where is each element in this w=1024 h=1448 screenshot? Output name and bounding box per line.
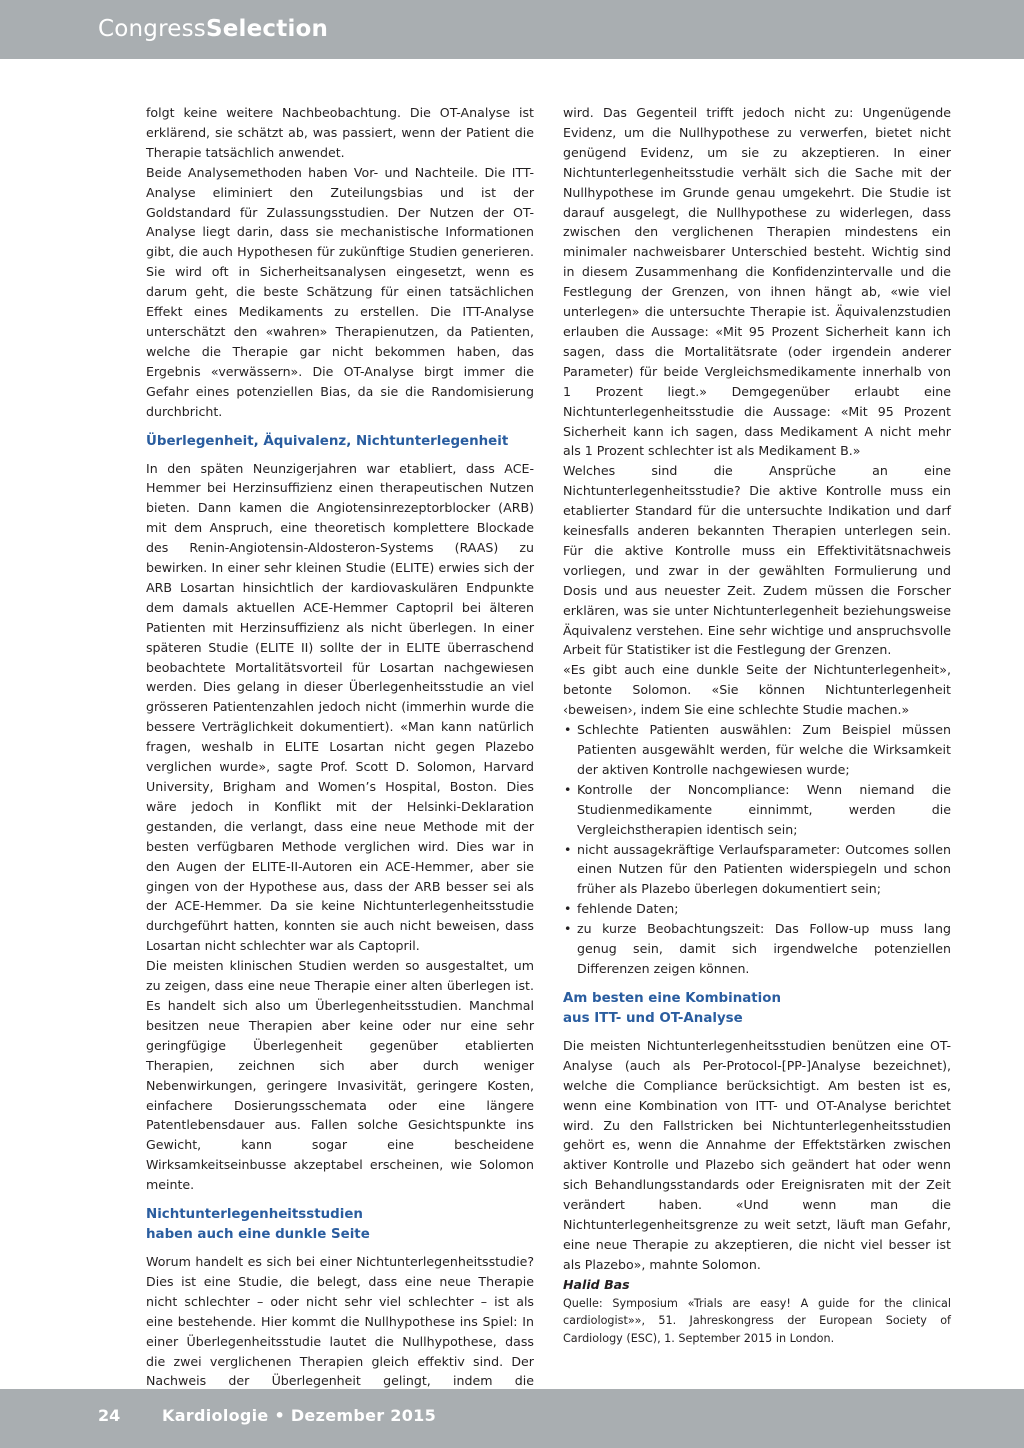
list-item: • Kontrolle der Noncompliance: Wenn niemand die Studienmedikamente einnimmt, werden die Vergleichstherapien identisch sein;	[563, 780, 951, 840]
paragraph: «Es gibt auch eine dunkle Seite der Nichtunterlegenheit», betonte Solomon. «Sie können Nichtunterlegenheit ‹beweisen›, indem Sie eine schlechte Studie machen.»	[563, 662, 951, 718]
paragraph: Welches sind die Ansprüche an eine Nichtunterlegenheitsstudie? Die aktive Kontrolle muss ein etablierter Standard für die untersuchte Indikation und darf keinesfalls anderen bekannten Therapien unterlegen sein. Für die aktive Kontrolle muss ein Effektivitätsnachweis vorliegen, und zwar in der gewählten Formulierung und Dosis und aus neuester Zeit. Zudem müssen die Forscher erklären, was sie unter Nichtunterlegenheit beziehungsweise Äquivalenz verstehen. Eine sehr wichtige und anspruchsvolle Arbeit für Statistiker ist die Festlegung der Grenzen.	[563, 463, 951, 658]
paragraph: folgt keine weitere Nachbeobachtung. Die OT-Analyse ist erklärend, sie schätzt ab, was passiert, wenn der Patient die Therapie tatsächlich anwendet.	[146, 105, 534, 160]
heading-line: Am besten eine Kombination	[563, 990, 782, 1006]
right-column	[563, 103, 951, 1347]
list-item: • Schlechte Patienten auswählen: Zum Beispiel müssen Patienten ausgewählt werden, für welche die Wirksamkeit der aktiven Kontrolle nachgewiesen wurde;	[563, 720, 951, 780]
paragraph: Die meisten Nichtunterlegenheitsstudien benützen eine OT-Analyse (auch als Per-Protocol-[PP-]Analyse bezeichnet), welche die Compliance berücksichtigt. Am besten ist es, wenn eine Kombination von ITT- und OT-Analyse berichtet wird. Zu den Fallstricken bei Nichtunterlegenheitsstudien gehört es, wenn die Annahme der Effektstärken zwischen aktiver Kontrolle und Plazebo sich geändert hat oder wenn sich Behandlungsstandards oder Ereignisraten mit der Zeit verändert haben. «Und wenn man die Nichtunterlegenheitsgrenze zu weit setzt, läuft man Gefahr, eine neue Therapie zu akzeptieren, die nicht viel besser ist als Plazebo», mahnte Solomon.	[563, 1037, 951, 1272]
brand-bold: Selection	[205, 16, 329, 42]
header-band	[0, 0, 1024, 59]
bullet-list	[563, 720, 951, 979]
section-heading	[563, 979, 951, 1036]
heading-line: Nichtunterlegenheitsstudien	[146, 1207, 363, 1223]
author-byline: Halid Bas	[563, 1276, 630, 1292]
footer-band	[0, 1389, 1024, 1448]
list-item: • zu kurze Beobachtungszeit: Das Follow-up muss lang genug sein, damit sich irgendwelche potenziellen Differenzen zeigen können.	[563, 919, 951, 979]
section-heading: Überlegenheit, Äquivalenz, Nichtunterlegenheit	[146, 433, 509, 449]
section-heading	[146, 1195, 534, 1252]
paragraph: wird. Das Gegenteil trifft jedoch nicht zu: Ungenügende Evidenz, um die Nullhypothese zu verwerfen, bietet nicht genügend Evidenz, um sie zu akzeptieren. In einer Nichtunterlegenheitsstudie verhält sich die Sache mit der Nullhypothese im Grunde genau umgekehrt. Die Studie ist darauf ausgelegt, die Nullhypothese zu widerlegen, dass zwischen den verglichenen Therapien mindestens ein minimaler nachweisbarer Unterschied besteht. Wichtig sind in diesem Zusammenhang die Konfidenzintervalle und die Festlegung der Grenzen, von ihnen hängt ab, «wie viel unterlegen» die untersuchte Therapie ist. Äquivalenzstudien erlauben die Aussage: «Mit 95 Prozent Sicherheit kann ich sagen, dass die Mortalitätsrate (oder irgendein anderer Parameter) für beide Vergleichsmedikamente innerhalb von 1 Prozent liegt.» Demgegenüber erlaubt eine Nichtunterlegenheitsstudie die Aussage: «Mit 95 Prozent Sicherheit kann ich sagen, dass Medikament A nicht mehr als 1 Prozent schlechter ist als Medikament B.»	[563, 105, 951, 459]
brand-regular: Congress	[98, 16, 206, 42]
source-note: Quelle: Symposium «Trials are easy! A guide for the clinical cardiologist»», 51. Jahreskongress der European Society of Cardiology (ESC), 1. September 2015 in London.	[563, 1296, 951, 1345]
paragraph: Beide Analysemethoden haben Vor- und Nachteile. Die ITT-Analyse eliminiert den Zuteilungsbias und ist der Goldstandard für Zulassungsstudien. Der Nutzen der OT-Analyse liegt darin, dass sie mechanistische Informationen gibt, die auch Hypothesen für zukünftige Studien generieren. Sie wird oft in Sicherheitsanalysen eingesetzt, wenn es darum geht, die beste Schätzung für einen tatsächlichen Effekt eines Medikaments zu erstellen. Die ITT-Analyse unterschätzt den «wahren» Therapienutzen, da Patienten, welche die Therapie gar nicht bekommen haben, das Ergebnis «verwässern». Die OT-Analyse birgt immer die Gefahr eines potenziellen Bias, da sie die Randomisierung durchbricht.	[146, 164, 534, 419]
list-item: • nicht aussagekräftige Verlaufsparameter: Outcomes sollen einen Nutzen für den Patienten widerspiegeln und schon früher als Plazebo überlegen dokumentiert sein;	[563, 840, 951, 900]
paragraph: Worum handelt es sich bei einer Nichtunterlegenheitsstudie? Dies ist eine Studie, die belegt, dass eine neue Therapie nicht schlechter – oder nicht sehr viel schlechter – ist als eine bestehende. Hier kommt die Nullhypothese ins Spiel: In einer Überlegenheitsstudie lautet die Nullhypothese, dass die zwei verglichenen Therapien gleich effektiv sind. Der Nachweis der Überlegenheit gelingt, indem die	[146, 1254, 534, 1389]
left-column	[146, 103, 534, 1411]
paragraph: In den späten Neunzigerjahren war etabliert, dass ACE-Hemmer bei Herzinsuffizienz einen therapeutischen Nutzen bieten. Dann kamen die Angiotensinrezeptorblocker (ARB) mit dem Anspruch, eine theoretisch komplettere Blockade des Renin-Angiotensin-Aldosteron-Systems (RAAS) zu bewirken. In einer sehr kleinen Studie (ELITE) erwies sich der ARB Losartan hinsichtlich der kardiovaskulären Endpunkte dem damals aktuellen ACE-Hemmer Captopril bei älteren Patienten mit Herzinsuffizienz als nicht überlegen. In einer späteren Studie (ELITE II) sollte der in ELITE überraschend beobachtete Mortalitätsvorteil für Losartan nachgewiesen werden. Dies gelang in dieser Überlegenheitsstudie an viel grösseren Patientenzahlen jedoch nicht (immerhin wurde die bessere Verträglichkeit dokumentiert). «Man kann natürlich fragen, weshalb in ELITE Losartan nicht gegen Plazebo verglichen wurde», sagte Prof. Scott D. Solomon, Harvard University, Brigham and Women’s Hospital, Boston. Dies wäre jedoch in Konflikt mit der Helsinki-Deklaration gestanden, die verlangt, dass eine neue Methode mit der besten verfügbaren Methode verglichen wird. Dies war in den Augen der ELITE-II-Autoren ein ACE-Hemmer, aber sie gingen von der Hypothese aus, dass der ARB besser sei als der ACE-Hemmer. Da sie keine Nichtunterlegenheitsstudie durchgeführt hatten, konnten sie auch nicht beweisen, dass Losartan nicht schlechter war als Captopril.	[146, 460, 534, 954]
brand-logo	[98, 16, 328, 42]
list-item: • fehlende Daten;	[563, 899, 951, 919]
paragraph: Die meisten klinischen Studien werden so ausgestaltet, um zu zeigen, dass eine neue Therapie einer alten überlegen ist. Es handelt sich also um Überlegenheitsstudien. Manchmal besitzen neue Therapien aber keine oder nur eine sehr geringfügige Überlegenheit gegenüber etablierten Therapien, zeichnen sich aber durch weniger Nebenwirkungen, geringere Invasivität, geringere Kosten, einfachere Dosierungsschemata oder eine längere Patentlebensdauer aus. Fallen solche Gesichtspunkte ins Gewicht, kann sogar eine bescheidene Wirksamkeitseinbusse akzeptabel erscheinen, wie Solomon meinte.	[146, 958, 534, 1193]
heading-line: aus ITT- und OT-Analyse	[563, 1010, 743, 1026]
journal-issue: Kardiologie • Dezember 2015	[162, 1406, 437, 1425]
heading-line: haben auch eine dunkle Seite	[146, 1227, 370, 1243]
page-number: 24	[98, 1406, 121, 1425]
